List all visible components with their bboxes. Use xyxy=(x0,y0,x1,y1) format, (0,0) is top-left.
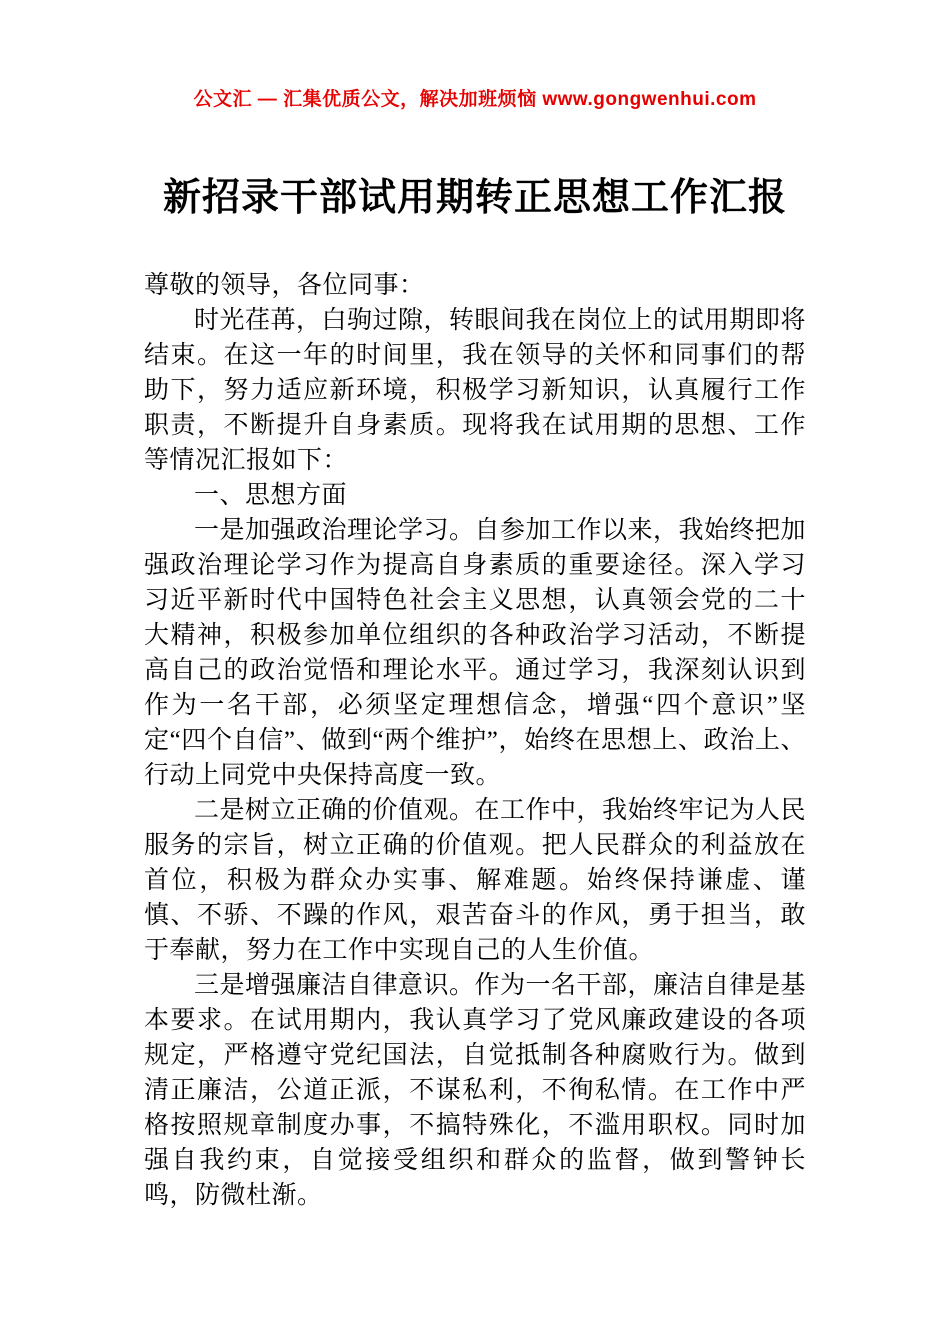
paragraph: 二是树立正确的价值观。在工作中，我始终牢记为人民服务的宗旨，树立正确的价值观。把人民群众的利益放在首位，积极为群众办实事、解难题。始终保持谦虚、谨慎、不骄、不躁的作风，艰苦奋斗的作风，勇于担当，敢于奉献，努力在工作中实现自己的人生价值。 xyxy=(144,797,807,964)
document-body xyxy=(144,268,806,1213)
paragraph: 一、思想方面 xyxy=(194,482,348,509)
paragraph: 一是加强政治理论学习。自参加工作以来，我始终把加强政治理论学习作为提高自身素质的重要途径。深入学习习近平新时代中国特色社会主义思想，认真领会党的二十大精神，积极参加单位组织的各种政治学习活动，不断提高自己的政治觉悟和理论水平。通过学习，我深刻认识到作为一名干部，必须坚定理想信念，增强“四个意识”坚定“四个自信”、做到“两个维护”，始终在思想上、政治上、行动上同党中央保持高度一致。 xyxy=(144,517,807,789)
site-watermark: 公文汇 — 汇集优质公文，解决加班烦恼 www.gongwenhui.com xyxy=(193,89,757,110)
document-title: 新招录干部试用期转正思想工作汇报 xyxy=(162,177,787,219)
paragraph: 尊敬的领导，各位同事： xyxy=(144,272,425,299)
paragraph: 时光荏苒，白驹过隙，转眼间我在岗位上的试用期即将结束。在这一年的时间里，我在领导的关怀和同事们的帮助下，努力适应新环境，积极学习新知识，认真履行工作职责，不断提升自身素质。现将我在试用期的思想、工作等情况汇报如下： xyxy=(144,307,807,474)
paragraph: 三是增强廉洁自律意识。作为一名干部，廉洁自律是基本要求。在试用期内，我认真学习了党风廉政建设的各项规定，严格遵守党纪国法，自觉抵制各种腐败行为。做到清正廉洁，公道正派，不谋私利，不徇私情。在工作中严格按照规章制度办事，不搞特殊化，不滥用职权。同时加强自我约束，自觉接受组织和群众的监督，做到警钟长鸣，防微杜渐。 xyxy=(144,972,807,1209)
